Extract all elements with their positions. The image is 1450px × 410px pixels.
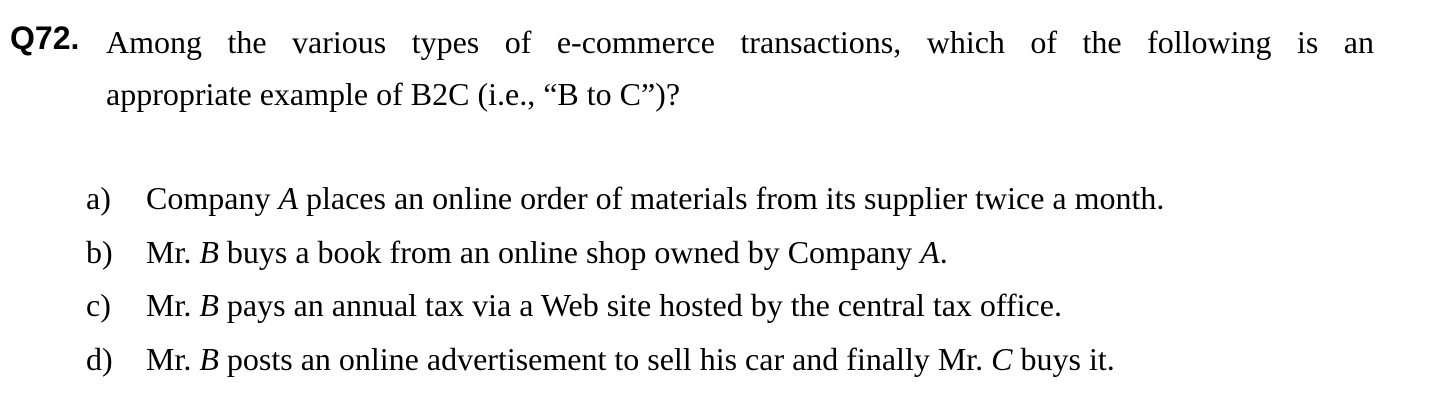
question-number: Q72. (10, 20, 80, 56)
question-stem (106, 16, 1374, 120)
option-letter: d) (86, 340, 113, 377)
question-stem-line-2: appropriate example of B2C (i.e., “B to C”)? (106, 76, 681, 112)
question-stem-line-1: Among the various types of e-commerce transactions, which of the following is an (106, 24, 1374, 60)
option-letter: b) (86, 233, 113, 270)
option-letter: c) (86, 287, 111, 323)
option-letter: a) (86, 180, 111, 216)
option-text: Mr. B buys a book from an online shop owned by Company A. (146, 233, 948, 270)
option-text: Mr. B pays an annual tax via a Web site hosted by the central tax office. (146, 287, 1062, 323)
option-text: Company A places an online order of materials from its supplier twice a month. (146, 180, 1165, 216)
option-text: Mr. B posts an online advertisement to sell his car and finally Mr. C buys it. (146, 340, 1115, 377)
